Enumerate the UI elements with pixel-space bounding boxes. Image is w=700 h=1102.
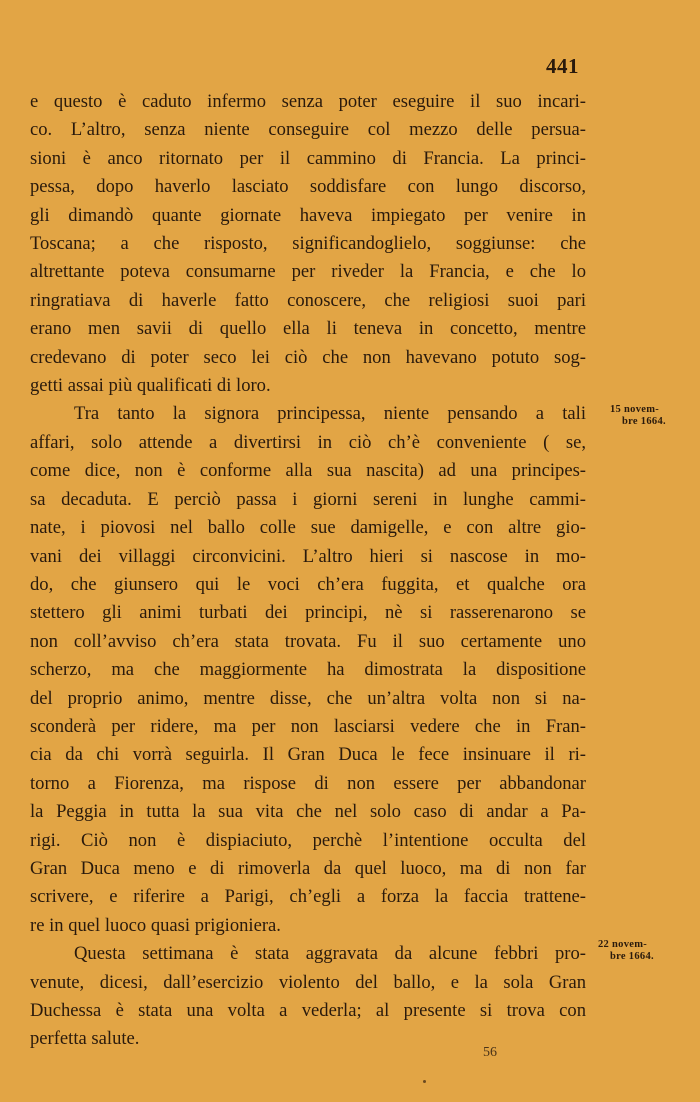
text-line: stettero gli animi turbati dei principi, nè si rasserenarono se (30, 602, 586, 624)
text-line: pessa, dopo haverlo lasciato soddisfare con lungo discorso, (30, 176, 586, 198)
margin-note-line: 15 novem- (610, 404, 660, 415)
text-line: credevano di poter seco lei ciò che non havevano potuto sog- (30, 346, 586, 368)
text-line: scrivere, e riferire a Parigi, ch’egli a forza la faccia trattene- (30, 886, 586, 908)
text-line: sconderà per ridere, ma per non lasciarsi vedere che in Fran- (30, 715, 586, 737)
text-line: getti assai più qualificati di loro. (30, 375, 271, 397)
text-line: Duchessa è stata una volta a vederla; al presente si trova con (30, 1000, 586, 1021)
margin-note-line: 22 novem- (598, 939, 648, 950)
text-line: Tra tanto la signora principessa, niente pensando a tali (74, 403, 586, 425)
page-number: 441 (546, 54, 579, 78)
text-line: scherzo, ma che maggiormente ha dimostrata la dispositione (30, 659, 586, 681)
text-line: venute, dicesi, dall’esercizio violento del ballo, e la sola Gran (30, 971, 586, 993)
margin-note-line: bre 1664. (610, 951, 654, 962)
text-line: do, che giunsero qui le voci ch’era fuggita, et qualche ora (30, 573, 586, 595)
text-line: come dice, non è conforme alla sua nascita) ad una principes- (30, 460, 586, 482)
text-line: co. L’altro, senza niente conseguire col mezzo delle persua- (30, 119, 586, 141)
text-line: perfetta salute. (30, 1028, 140, 1050)
text-line: del proprio animo, mentre disse, che un’altra volta non si na- (30, 687, 586, 709)
text-line: la Peggia in tutta la sua vita che nel solo caso di andar a Pa- (30, 801, 586, 823)
text-line: sioni è anco ritornato per il cammino di Francia. La princi- (30, 147, 586, 169)
paper-speck (423, 1080, 426, 1083)
paragraph-3 (30, 940, 586, 1054)
text-line: gli dimandò quante giornate haveva impiegato per venire in (30, 204, 586, 226)
text-line: non coll’avviso ch’era stata trovata. Fu il suo certamente uno (30, 630, 586, 652)
paragraph-2 (30, 400, 586, 940)
text-line: Toscana; a che risposto, significandoglielo, soggiunse: che (30, 233, 586, 255)
text-line: re in quel luoco quasi prigioniera. (30, 914, 281, 936)
text-line: rigi. Ciò non è dispiaciuto, perchè l’intentione occulta del (30, 829, 586, 851)
text-line: nate, i piovosi nel ballo colle sue damigelle, e con altre gio- (30, 517, 586, 539)
margin-note-date-1 (610, 404, 692, 428)
text-line: altrettante poteva consumarne per riveder la Francia, e che lo (30, 261, 586, 283)
text-line: torno a Fiorenza, ma rispose di non essere per abbandonar (30, 772, 586, 794)
margin-note-line: bre 1664. (622, 416, 666, 427)
text-line: ringratiava di haverle fatto conoscere, che religiosi suoi pari (30, 289, 586, 311)
text-line: Questa settimana è stata aggravata da alcune febbri pro- (74, 943, 586, 965)
text-line: Gran Duca meno e di rimoverla da quel luoco, ma di non far (30, 857, 586, 879)
text-line: erano men savii di quello ella li teneva in concetto, mentre (30, 318, 586, 340)
margin-note-date-2 (598, 939, 680, 963)
text-line: affari, solo attende a divertirsi in ciò ch’è conveniente ( se, (30, 431, 586, 453)
signature-mark: 56 (483, 1045, 497, 1060)
text-line: e questo è caduto infermo senza poter eseguire il suo incari- (30, 91, 586, 112)
text-line: vani dei villaggi circonvicini. L’altro hieri si nascose in mo- (30, 545, 586, 567)
body-text (30, 88, 586, 1054)
paragraph-1 (30, 88, 586, 400)
text-line: sa decaduta. E perciò passa i giorni sereni in lunghe cammi- (30, 488, 586, 510)
text-line: cia da chi vorrà seguirla. Il Gran Duca le fece insinuare il ri- (30, 744, 586, 766)
